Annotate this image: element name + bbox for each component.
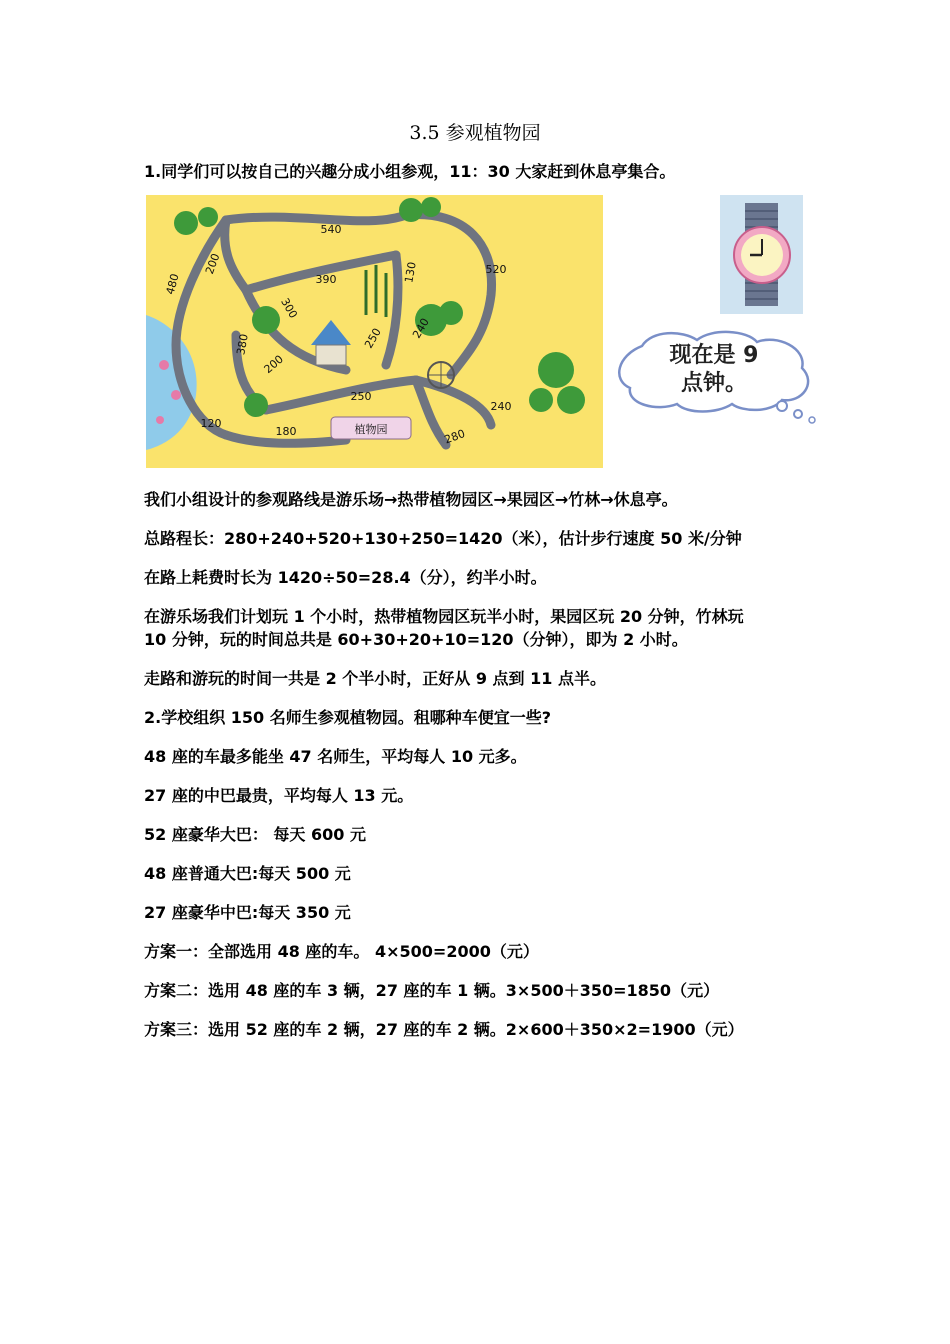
plan-3: 方案三：选用 52 座的车 2 辆，27 座的车 2 辆。2×600＋350×2=1900（元） xyxy=(144,1020,744,1039)
map-distance-label: 300 xyxy=(278,295,300,321)
botanical-garden-map xyxy=(146,195,603,468)
map-distance-label: 240 xyxy=(410,315,432,341)
map-distance-label: 480 xyxy=(163,272,182,296)
map-distance-label: 250 xyxy=(362,325,384,351)
price-27: 27 座豪华中巴:每天 350 元 xyxy=(144,903,351,922)
total-distance: 总路程长：280+240+520+130+250=1420（米），估计步行速度 50 米/分钟 xyxy=(144,529,742,548)
map-distance-label: 240 xyxy=(490,400,512,413)
route-plan: 我们小组设计的参观路线是游乐场→热带植物园区→果园区→竹林→休息亭。 xyxy=(144,490,678,509)
watch-image xyxy=(720,195,803,314)
map-distance-label: 200 xyxy=(203,251,223,276)
map-distance-label: 380 xyxy=(234,332,251,356)
analysis-27: 27 座的中巴最贵，平均每人 13 元。 xyxy=(144,786,414,805)
plan-2: 方案二：选用 48 座的车 3 辆，27 座的车 1 辆。3×500＋350=1850（元） xyxy=(144,981,720,1000)
play-plan-line-1: 在游乐场我们计划玩 1 个小时，热带植物园区玩半小时，果园区玩 20 分钟，竹林玩 xyxy=(144,607,744,626)
walk-time: 在路上耗费时长为 1420÷50=28.4（分），约半小时。 xyxy=(144,568,547,587)
bubble-text xyxy=(644,342,784,398)
plan-1: 方案一：全部选用 48 座的车。 4×500=2000（元） xyxy=(144,942,539,961)
map-distance-label: 180 xyxy=(275,425,297,438)
map-distance-label: 520 xyxy=(485,263,507,276)
price-48: 48 座普通大巴:每天 500 元 xyxy=(144,864,351,883)
map-distance-label: 540 xyxy=(320,223,342,236)
analysis-48: 48 座的车最多能坐 47 名师生，平均每人 10 元多。 xyxy=(144,747,527,766)
play-plan-line-2: 10 分钟，玩的时间总共是 60+30+20+10=120（分钟），即为 2 小时。 xyxy=(144,630,688,649)
bubble-line-1: 现在是 9 xyxy=(669,343,759,368)
map-distance-label: 390 xyxy=(315,273,337,286)
map-gate-sign: 植物园 xyxy=(354,423,388,436)
price-52: 52 座豪华大巴： 每天 600 元 xyxy=(144,825,366,844)
bubble-line-2: 点钟。 xyxy=(680,371,747,396)
page-title: 3.5 参观植物园 xyxy=(409,122,541,144)
map-distance-label: 120 xyxy=(200,417,222,430)
map-distance-label: 200 xyxy=(261,352,286,377)
map-distance-label: 250 xyxy=(350,390,372,403)
question-2: 2.学校组织 150 名师生参观植物园。租哪种车便宜一些? xyxy=(144,708,552,727)
map-distance-label: 130 xyxy=(402,260,419,284)
question-1: 1.同学们可以按自己的兴趣分成小组参观，11：30 大家赶到休息亭集合。 xyxy=(144,162,676,181)
map-distance-label: 280 xyxy=(442,427,467,447)
total-time: 走路和游玩的时间一共是 2 个半小时，正好从 9 点到 11 点半。 xyxy=(144,669,606,688)
